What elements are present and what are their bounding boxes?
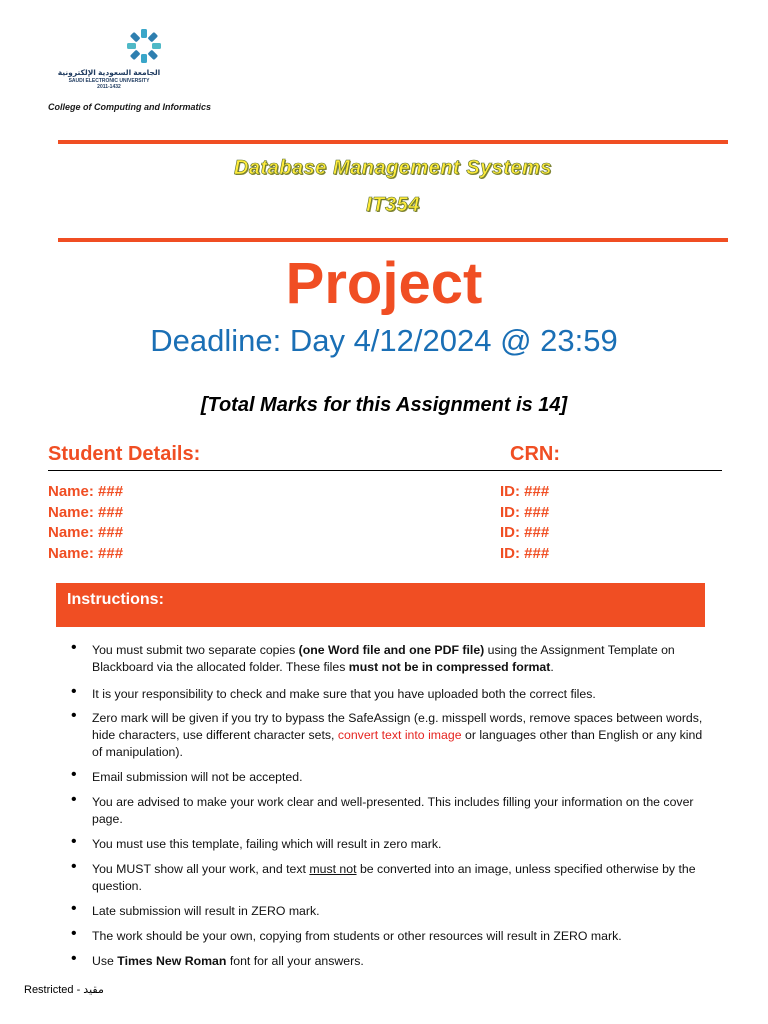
bottom-divider [58, 238, 728, 242]
instruction-bold-text: Times New Roman [117, 954, 227, 968]
instruction-item [64, 683, 704, 703]
page-title: Project [285, 251, 483, 316]
instruction-text: Use [92, 954, 118, 968]
bullet-icon: • [71, 858, 77, 875]
instruction-item [64, 900, 704, 920]
student-name-field[interactable]: Name: ### [48, 483, 124, 500]
classification-footer: Restricted - مقيد [24, 984, 104, 996]
instruction-text: Late submission will result in ZERO mark. [92, 904, 320, 918]
instruction-item [64, 639, 704, 676]
student-id-field[interactable]: ID: ### [500, 524, 550, 541]
instruction-text: or languages other than English or any kind of manipulation). [92, 728, 703, 759]
instruction-text: You must use this template, failing which will result in zero mark. [92, 837, 442, 851]
instruction-item [64, 707, 704, 761]
instruction-underlined-text: must not [309, 862, 357, 876]
instruction-text: You MUST show all your work, and text [92, 862, 310, 876]
instruction-text: be converted into an image, unless specified otherwise by the question. [92, 862, 696, 893]
instructions-label: Instructions: [67, 591, 164, 608]
instruction-item [64, 858, 704, 895]
student-id-field[interactable]: ID: ### [500, 483, 550, 500]
instruction-text: font for all your answers. [226, 954, 364, 968]
student-name-field[interactable]: Name: ### [48, 524, 124, 541]
bullet-icon: • [71, 833, 77, 850]
student-name-field[interactable]: Name: ### [48, 545, 124, 562]
instruction-text: The work should be your own, copying from students or other resources will result in ZERO mark. [92, 929, 622, 943]
instruction-text: You must submit two separate copies [92, 643, 299, 657]
instruction-text: Zero mark will be given if you try to bypass the SafeAssign (e.g. misspell words, remove spaces between words, hide characters, use different character sets, [92, 711, 703, 742]
deadline: Deadline: Day 4/12/2024 @ 23:59 [150, 323, 618, 358]
instruction-text: using the Assignment Template on Blackboard via the allocated folder. These files [92, 643, 675, 674]
instructions-list [64, 639, 704, 970]
top-divider [58, 140, 728, 144]
bullet-icon: • [71, 950, 77, 967]
total-marks: [Total Marks for this Assignment is 14] [200, 394, 568, 416]
bullet-icon: • [71, 925, 77, 942]
course-title: Database Management Systems [233, 157, 553, 179]
student-details-label: Student Details: [48, 443, 201, 465]
instruction-text: Email submission will not be accepted. [92, 770, 303, 784]
bullet-icon: • [71, 707, 77, 724]
instruction-text: You are advised to make your work clear and well-presented. This includes filling your information on the cover page. [92, 795, 694, 826]
university-name-english: SAUDI ELECTRONIC UNIVERSITY [68, 78, 150, 84]
bullet-icon: • [71, 791, 77, 808]
bullet-icon: • [71, 639, 77, 656]
instruction-item [64, 950, 704, 970]
crn-label: CRN: [510, 443, 560, 465]
instruction-item [64, 791, 704, 828]
bullet-icon: • [71, 766, 77, 783]
student-id-field[interactable]: ID: ### [500, 545, 550, 562]
instruction-red-text: convert text into image [337, 728, 462, 742]
bullet-icon: • [71, 900, 77, 917]
college-name: College of Computing and Informatics [48, 102, 212, 112]
university-logo-icon [124, 26, 164, 66]
student-details-divider [48, 470, 722, 471]
instruction-item [64, 833, 704, 853]
instruction-bold-text: (one Word file and one PDF file) [298, 643, 485, 657]
instruction-bold-text: must not be in compressed format [348, 660, 551, 674]
student-id-field[interactable]: ID: ### [500, 504, 550, 521]
course-code: IT354 [366, 194, 420, 216]
university-name-arabic: الجامعة السعودية الإلكترونية [57, 68, 161, 77]
bullet-icon: • [71, 683, 77, 700]
student-name-field[interactable]: Name: ### [48, 504, 124, 521]
university-years: 2011-1432 [97, 84, 121, 90]
instruction-item [64, 925, 704, 945]
instruction-text: . [550, 660, 554, 674]
instruction-text: It is your responsibility to check and make sure that you have uploaded both the correct files. [92, 687, 596, 701]
instruction-item [64, 766, 704, 786]
